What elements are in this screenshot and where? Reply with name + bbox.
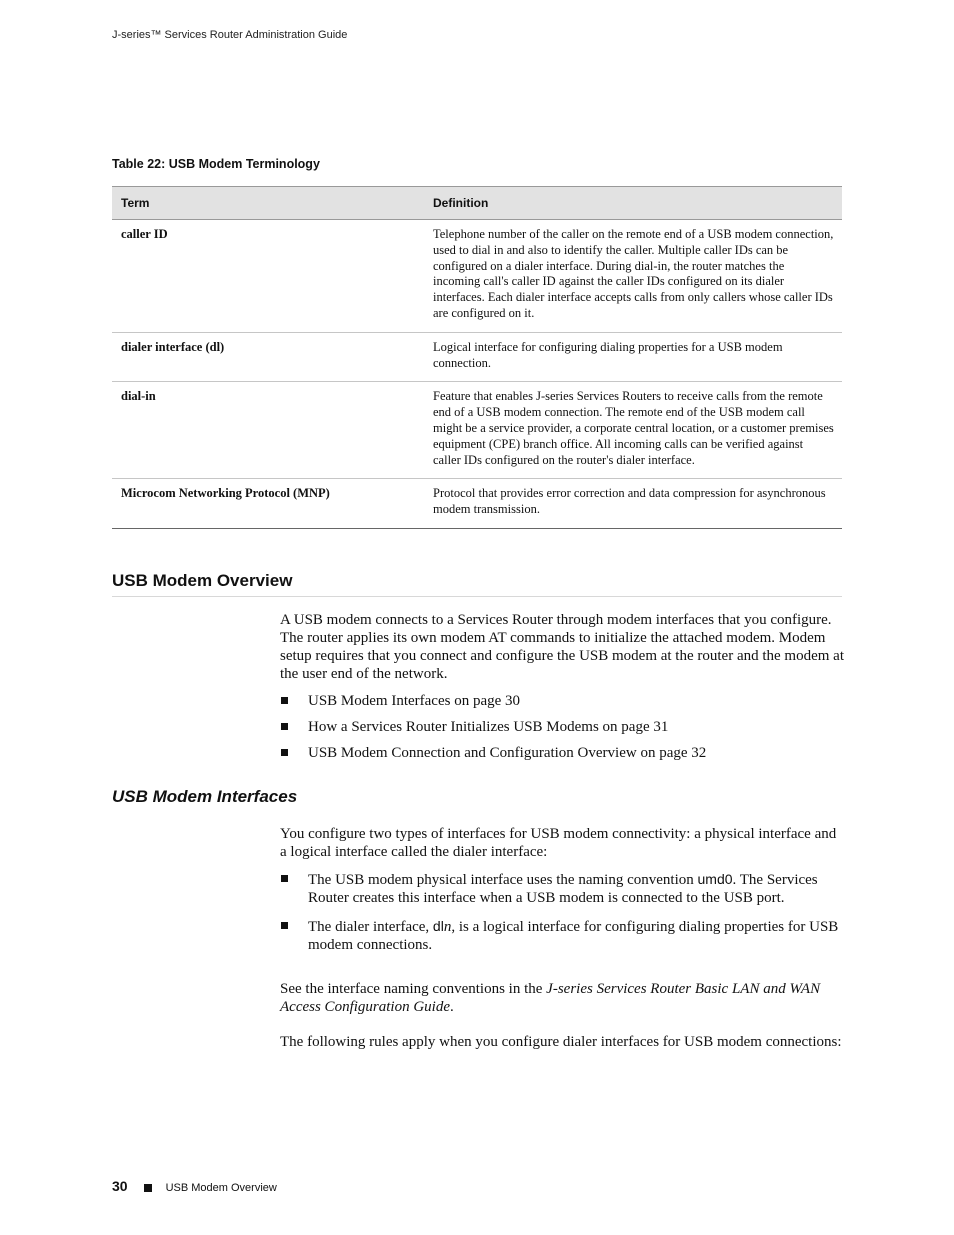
- cross-reference-link[interactable]: USB Modem Connection and Configuration Overview on page 32: [308, 745, 707, 761]
- table-caption: Table 22: USB Modem Terminology: [112, 157, 320, 171]
- list-item[interactable]: [280, 718, 844, 736]
- term-cell: Microcom Networking Protocol (MNP): [112, 479, 424, 529]
- table-row: [112, 382, 842, 479]
- column-header-definition: Definition: [424, 187, 842, 220]
- subsection-heading-interfaces: USB Modem Interfaces: [112, 787, 298, 806]
- term-cell: dialer interface (dl): [112, 332, 424, 382]
- page-number: 30: [112, 1178, 128, 1194]
- definition-cell: Telephone number of the caller on the remote end of a USB modem connection, used to dial in and also to identify the caller. Multiple caller IDs can be configured on a dialer interface. During dial-in, the router matches the incoming call's caller ID against the caller IDs configured on its dialer interfaces. Each dialer interface accepts calls from only callers whose caller IDs are configured on it.: [424, 220, 842, 333]
- overview-body: [280, 611, 844, 762]
- table-row: [112, 479, 842, 529]
- interface-type-list: [280, 870, 844, 954]
- table-header-row: [112, 187, 842, 220]
- table-row: [112, 332, 842, 382]
- interface-name-code: dl: [432, 918, 444, 934]
- table-row: [112, 220, 842, 333]
- column-header-term: Term: [112, 187, 424, 220]
- page-footer: [112, 1178, 277, 1194]
- overview-paragraph: A USB modem connects to a Services Router through modem interfaces that you configure. The router applies its own modem AT commands to initialize the attached modem. Modem setup requires that you connect and configure the USB modem at the router and the modem at the user end of the network.: [280, 612, 845, 682]
- list-item: The dialer interface, dln, is a logical interface for configuring dialing properties for USB modem connections.: [280, 917, 844, 954]
- square-separator-icon: [144, 1184, 152, 1192]
- cross-reference-link[interactable]: USB Modem Interfaces on page 30: [308, 693, 521, 709]
- square-bullet-icon: [281, 697, 288, 704]
- term-cell: caller ID: [112, 220, 424, 333]
- overview-link-list: [280, 692, 844, 762]
- interface-name-variable: n: [443, 919, 452, 935]
- interface-name-code: umd0: [697, 871, 733, 887]
- rules-intro-paragraph: The following rules apply when you configure dialer interfaces for USB modem connections:: [280, 1034, 842, 1050]
- list-item: The USB modem physical interface uses the naming convention umd0. The Services Router creates this interface when a USB modem is connected to the USB port.: [280, 870, 844, 907]
- square-bullet-icon: [281, 723, 288, 730]
- guide-title-reference: J-series Services Router Basic LAN and WAN Access Configuration Guide: [280, 981, 821, 1015]
- definition-cell: Logical interface for configuring dialing properties for a USB modem connection.: [424, 332, 842, 382]
- term-cell: dial-in: [112, 382, 424, 479]
- square-bullet-icon: [281, 875, 288, 882]
- interfaces-intro: You configure two types of interfaces for USB modem connectivity: a physical interface and a logical interface called the dialer interface:: [280, 826, 837, 860]
- definition-cell: Protocol that provides error correction and data compression for asynchronous modem transmission.: [424, 479, 842, 529]
- footer-section-title: USB Modem Overview: [165, 1182, 277, 1194]
- section-heading-overview: USB Modem Overview: [112, 571, 842, 597]
- running-header: J-series™ Services Router Administration Guide: [112, 29, 348, 41]
- cross-reference-link[interactable]: How a Services Router Initializes USB Modems on page 31: [308, 719, 669, 735]
- definition-cell: Feature that enables J-series Services Routers to receive calls from the remote end of a USB modem connection. The remote end of the USB modem call might be a service provider, a corporate central location, or a customer premises equipment (CPE) branch office. All incoming calls can be verified against caller IDs configured on the router's dialer interface.: [424, 382, 842, 479]
- list-item[interactable]: [280, 692, 844, 710]
- terminology-table: [112, 186, 842, 529]
- square-bullet-icon: [281, 749, 288, 756]
- see-also-paragraph: See the interface naming conventions in the J-series Services Router Basic LAN and WAN Access Configuration Guide.: [280, 981, 821, 1015]
- square-bullet-icon: [281, 922, 288, 929]
- interfaces-body: [280, 825, 844, 1051]
- list-item[interactable]: [280, 744, 844, 762]
